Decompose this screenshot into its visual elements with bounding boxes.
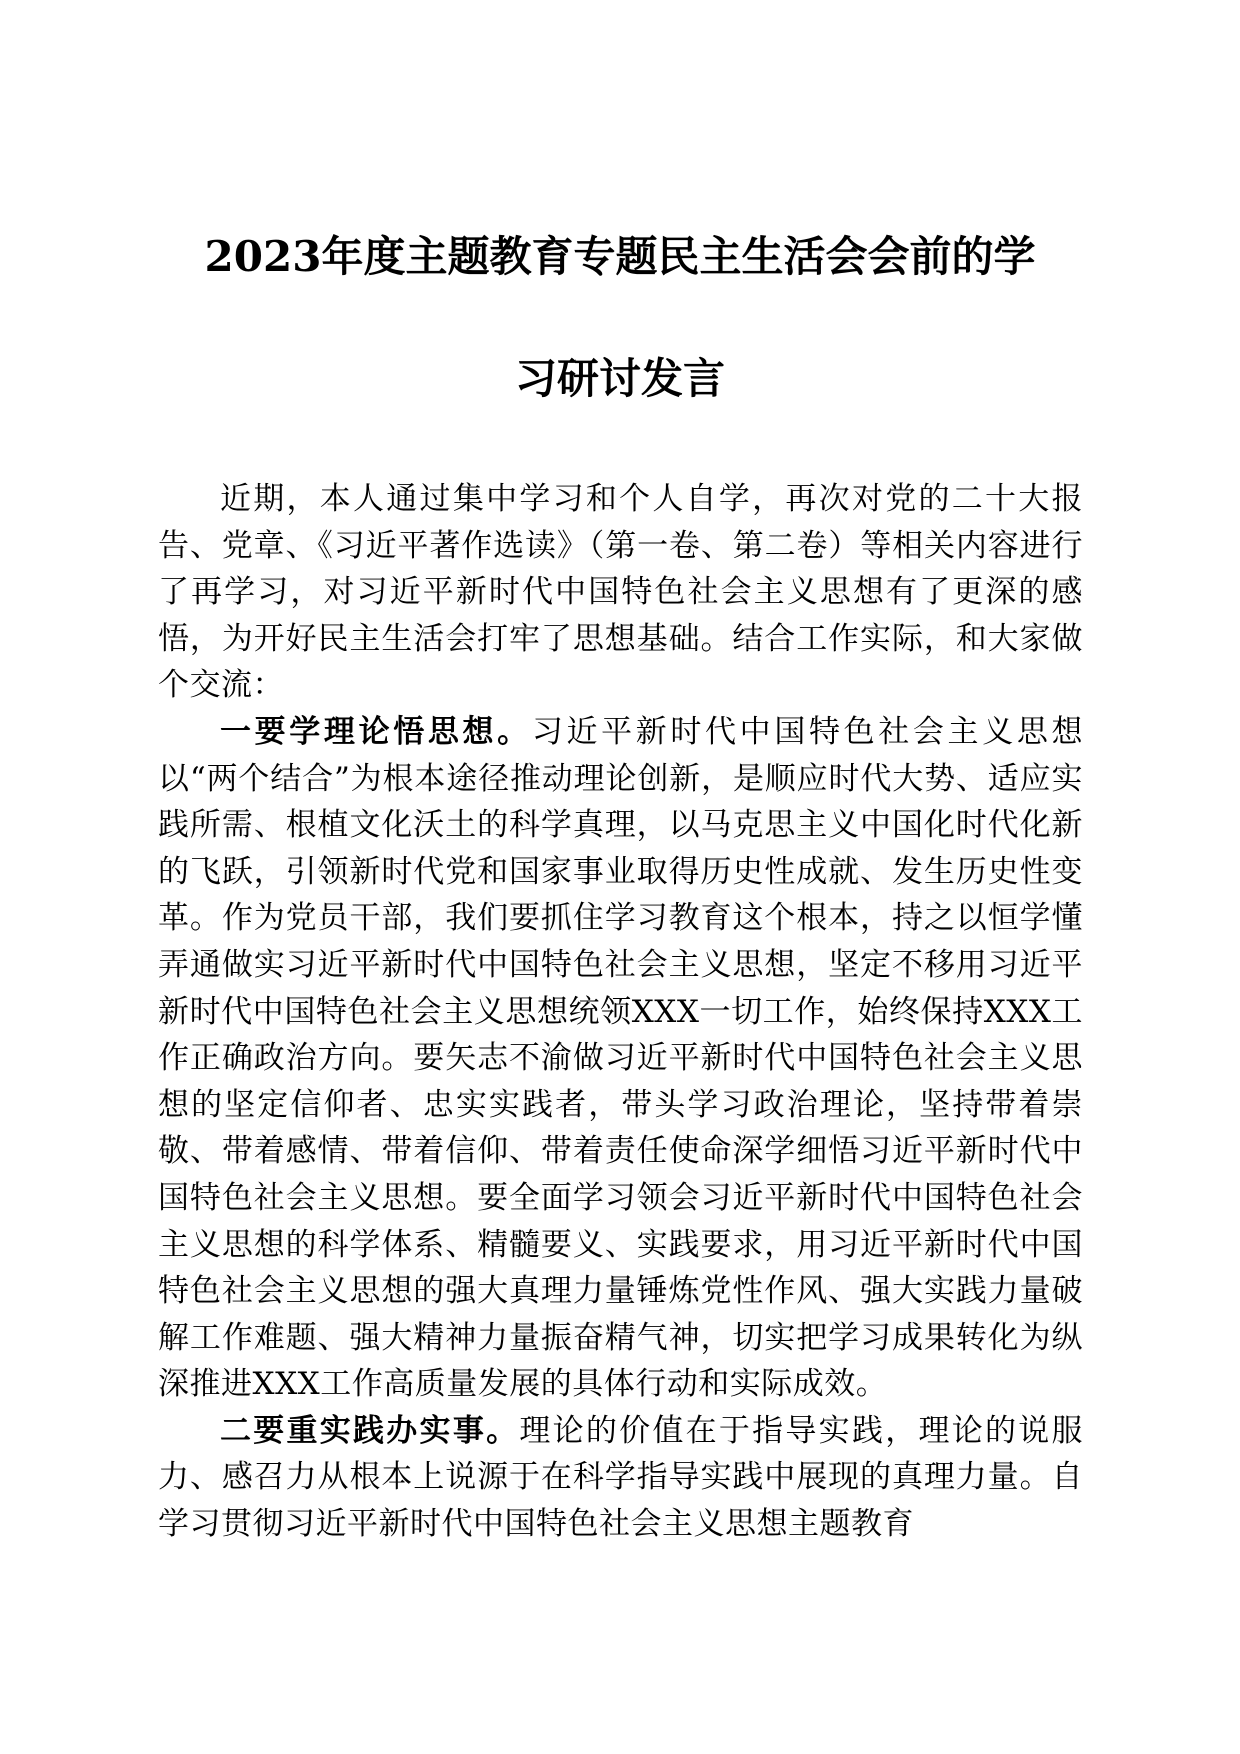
document-body xyxy=(158,476,1083,1548)
section-paragraph-2 xyxy=(158,1408,1083,1548)
section-heading-2: 二要重实践办实事。 xyxy=(220,1412,520,1449)
section-paragraph-1 xyxy=(158,709,1083,1408)
section-heading-1: 一要学理论悟思想。 xyxy=(220,713,532,750)
document-title-line-2: 习研讨发言 xyxy=(514,354,725,403)
section-text-1: 习近平新时代中国特色社会主义思想以“两个结合”为根本途径推动理论创新，是顺应时代大势、适应实践所需、根植文化沃土的科学真理，以马克思主义中国化时代化新的飞跃，引领新时代党和国家事业取得历史性成就、发生历史性变革。作为党员干部，我们要抓住学习教育这个根本，持之以恒学懂弄通做实习近平新时代中国特色社会主义思想，坚定不移用习近平新时代中国特色社会主义思想统领XXX一切工作，始终保持XXX工作正确政治方向。要矢志不渝做习近平新时代中国特色社会主义思想的坚定信仰者、忠实实践者，带头学习政治理论，坚持带着崇敬、带着感情、带着信仰、带着责任使命深学细悟习近平新时代中国特色社会主义思想。要全面学习领会习近平新时代中国特色社会主义思想的科学体系、精髓要义、实践要求，用习近平新时代中国特色社会主义思想的强大真理力量锤炼党性作风、强大实践力量破解工作难题、强大精神力量振奋精气神，切实把学习成果转化为纵深推进XXX工作高质量发展的具体行动和实际成效。 xyxy=(158,713,1083,1403)
document-title-line-1: 2023年度主题教育专题民主生活会会前的学 xyxy=(204,232,1036,281)
section-text-2: 理论的价值在于指导实践，理论的说服力、感召力从根本上说源于在科学指导实践中展现的真理力量。自学习贯彻习近平新时代中国特色社会主义思想主题教育 xyxy=(158,1412,1084,1543)
intro-paragraph: 近期，本人通过集中学习和个人自学，再次对党的二十大报告、党章、《习近平著作选读》（第一卷、第二卷）等相关内容进行了再学习，对习近平新时代中国特色社会主义思想有了更深的感悟，为开好民主生活会打牢了思想基础。结合工作实际，和大家做个交流： xyxy=(158,481,1083,704)
